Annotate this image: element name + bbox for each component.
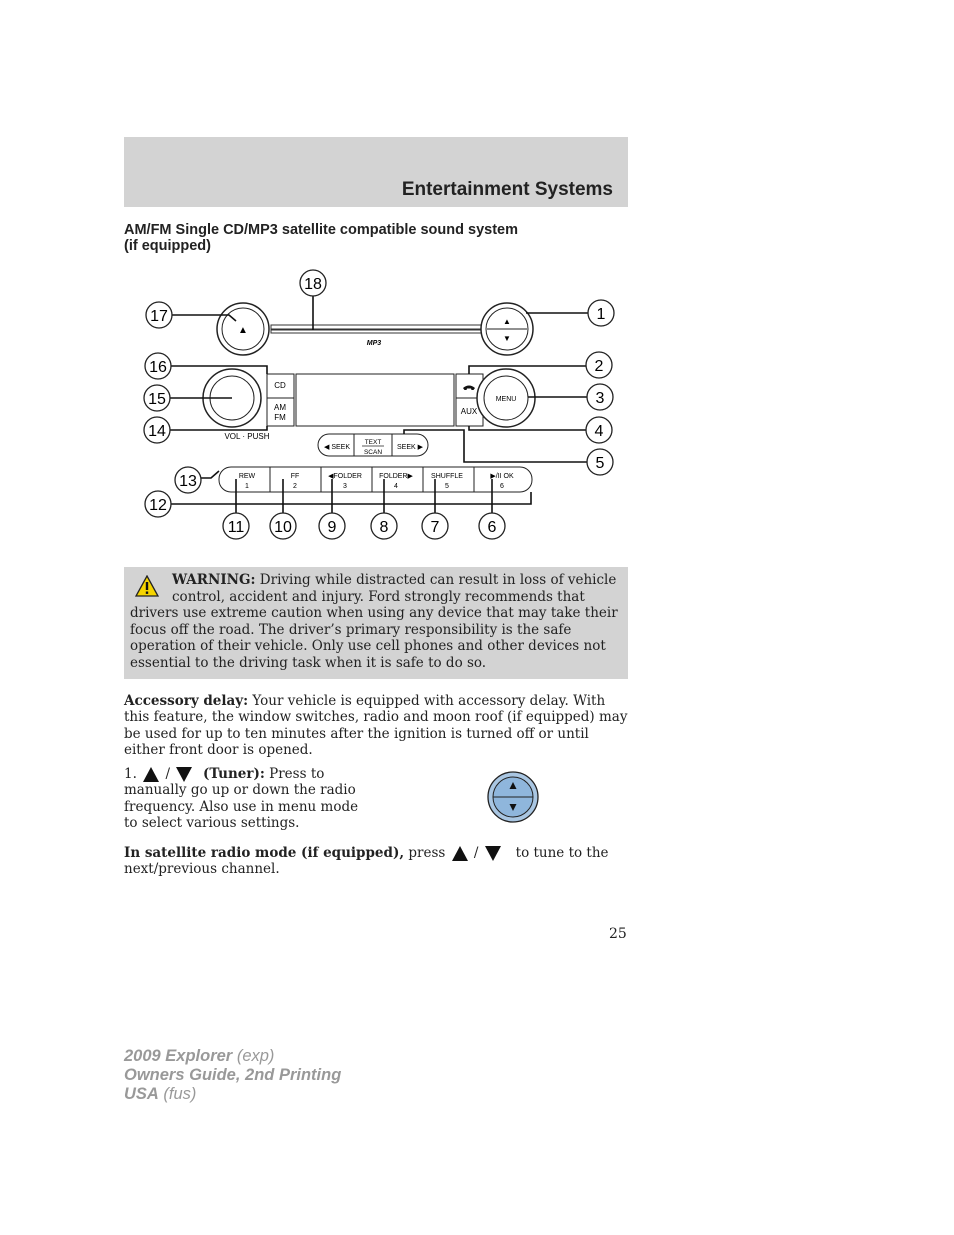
- footer-model: 2009 Explorer: [124, 1047, 233, 1065]
- eject-icon: ▲: [238, 325, 248, 336]
- preset-3-num: 3: [343, 483, 347, 490]
- menu-knob[interactable]: [477, 369, 535, 427]
- warning-rest: drivers use extreme caution when using any device that may take their focus off the road. The driver’s primary responsibility is the safe operation of their vehicle. Only use cell phones and other devices not essential to the driving task when it is safe to do so.: [130, 605, 618, 671]
- svg-text:3: 3: [595, 390, 605, 407]
- svg-text:14: 14: [148, 423, 166, 440]
- satellite-text1: to tune to the: [515, 845, 609, 861]
- warning-text: [130, 572, 620, 671]
- mp3-logo: MP3: [366, 340, 382, 347]
- section-title-line2: (if equipped): [124, 238, 211, 254]
- svg-text:15: 15: [148, 391, 166, 408]
- accessory-delay-paragraph: [124, 693, 629, 758]
- preset-1-label[interactable]: REW: [238, 473, 256, 480]
- callout-6: [479, 513, 505, 539]
- callout-15: [144, 385, 170, 411]
- tuner-slash: /: [165, 766, 171, 782]
- seek-group: [318, 434, 428, 456]
- down-arrow-icon: [176, 767, 192, 782]
- footer-model-code: (exp): [232, 1047, 275, 1065]
- svg-text:4: 4: [594, 423, 604, 440]
- tuner-button-icon: [486, 770, 540, 824]
- tuner-label: (Tuner):: [202, 766, 265, 782]
- aux-label: AUX: [460, 407, 478, 416]
- callout-1: [588, 300, 614, 326]
- cd-label: CD: [274, 381, 286, 390]
- callout-2: [586, 352, 612, 378]
- page-title: Entertainment Systems: [401, 179, 613, 200]
- callout-12: [145, 491, 171, 517]
- up-arrow-icon: [143, 767, 159, 782]
- satellite-text2: next/previous channel.: [124, 861, 280, 878]
- callout-13: [175, 467, 201, 493]
- svg-text:2: 2: [594, 358, 604, 375]
- svg-text:7: 7: [430, 519, 440, 536]
- svg-text:17: 17: [150, 308, 168, 325]
- seek-right-button[interactable]: SEEK ▶: [396, 444, 424, 451]
- preset-4-num: 4: [394, 483, 398, 490]
- up-arrow-icon: [452, 846, 468, 861]
- tuner-text2: manually go up or down the radio frequency. Also use in menu mode to select various settings.: [124, 782, 359, 831]
- satellite-label: In satellite radio mode (if equipped),: [124, 845, 405, 861]
- svg-text:9: 9: [327, 519, 337, 536]
- callout-14: [144, 417, 170, 443]
- tuner-num: 1.: [124, 766, 137, 782]
- svg-text:10: 10: [274, 519, 292, 536]
- preset-2-num: 2: [293, 483, 297, 490]
- radio-diagram: [124, 266, 624, 546]
- down-arrow-icon: [485, 846, 501, 861]
- footer-guide: Owners Guide, 2nd Printing: [124, 1066, 342, 1084]
- satellite-paragraph: [124, 845, 629, 878]
- seek-left-button[interactable]: ◀ SEEK: [323, 444, 351, 451]
- tuner-down-icon: ▼: [503, 334, 511, 343]
- callout-17: [146, 302, 172, 328]
- preset-bar: [219, 467, 532, 492]
- am-label: AM: [274, 403, 286, 412]
- warning-line1: Driving while distracted can result in loss of vehicle: [259, 572, 617, 588]
- menu-label: MENU: [495, 396, 517, 403]
- svg-text:1: 1: [596, 306, 606, 323]
- preset-5-label[interactable]: SHUFFLE: [431, 473, 463, 480]
- page-number: 25: [609, 926, 627, 942]
- tuner-paragraph: [124, 766, 364, 831]
- preset-4-label[interactable]: FOLDER▶: [379, 473, 413, 480]
- tuner-up-icon: ▲: [503, 317, 511, 326]
- footer: [124, 1047, 341, 1104]
- callout-7: [422, 513, 448, 539]
- satellite-slash: /: [473, 845, 479, 861]
- scan-button[interactable]: SCAN: [363, 449, 383, 456]
- footer-market: USA: [124, 1085, 159, 1103]
- preset-5-num: 5: [445, 483, 449, 490]
- fm-label: FM: [274, 413, 286, 422]
- callout-11: [223, 513, 249, 539]
- warning-box: [124, 567, 628, 679]
- callout-3: [587, 384, 613, 410]
- callout-18: [300, 270, 326, 296]
- preset-6-label[interactable]: ▶/II OK: [490, 473, 514, 480]
- callout-8: [371, 513, 397, 539]
- callout-4: [586, 417, 612, 443]
- tuner-text1: Press to: [269, 766, 325, 782]
- accessory-text: Your vehicle is equipped with accessory delay. With this feature, the window switches, radio and moon roof (if equipped) may be used for up to ten minutes after the ignition is turned off or until either front door is opened.: [124, 693, 628, 758]
- tuner-button[interactable]: [481, 303, 533, 355]
- header-bar: [124, 137, 628, 207]
- preset-1-num: 1: [245, 483, 249, 490]
- footer-market-code: (fus): [158, 1085, 197, 1103]
- svg-text:13: 13: [179, 473, 197, 490]
- svg-text:12: 12: [149, 497, 167, 514]
- accessory-label: Accessory delay:: [124, 693, 249, 709]
- eject-button[interactable]: [217, 303, 269, 355]
- satellite-press: press: [408, 845, 446, 861]
- preset-6-num: 6: [500, 483, 504, 490]
- svg-text:11: 11: [227, 519, 245, 536]
- section-title-line1: AM/FM Single CD/MP3 satellite compatible sound system: [124, 222, 518, 238]
- callout-16: [145, 353, 171, 379]
- vol-push-label: VOL · PUSH: [224, 432, 270, 441]
- svg-text:5: 5: [595, 455, 605, 472]
- svg-text:6: 6: [487, 519, 497, 536]
- text-button[interactable]: TEXT: [364, 439, 382, 446]
- warning-line2: control, accident and injury. Ford strongly recommends that: [172, 588, 585, 605]
- callout-9: [319, 513, 345, 539]
- cd-slot: [271, 325, 481, 333]
- section-title: [124, 222, 584, 254]
- callout-10: [270, 513, 296, 539]
- preset-3-label[interactable]: ◀FOLDER: [328, 473, 362, 480]
- preset-2-label[interactable]: FF: [290, 473, 300, 480]
- svg-text:8: 8: [379, 519, 389, 536]
- warning-label: WARNING:: [172, 572, 256, 588]
- callout-5: [587, 449, 613, 475]
- svg-text:18: 18: [304, 276, 322, 293]
- display-screen: [296, 374, 454, 426]
- svg-text:16: 16: [149, 359, 167, 376]
